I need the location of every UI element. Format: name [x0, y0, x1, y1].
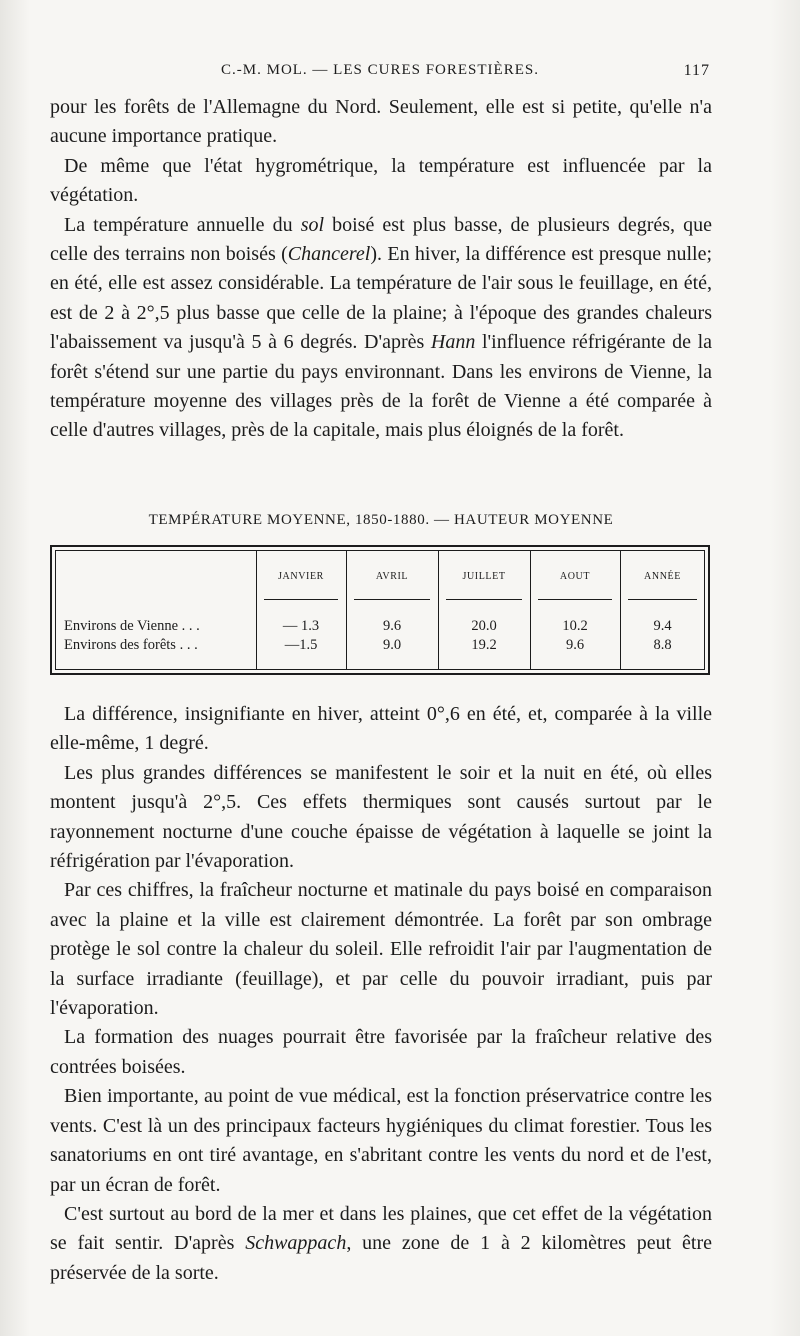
header-underline: [538, 599, 612, 600]
header-underline: [446, 599, 522, 600]
paragraph: La température annuelle du sol boisé est plus basse, de plusieurs degrés, que celle des terrains non boisés (Chancerel). En hiver, la différence est presque nulle; en été, elle est assez considérable. La température de l'air sous le feuillage, en été, est de 2 à 2°,5 plus basse que celle de la plaine; à l'époque des grandes chaleurs l'abaissement va jusqu'à 5 à 6 degrés. D'après Hann l'influence réfrigérante de la forêt s'étend sur une partie du pays environnant. Dans les environs de Vienne, la température moyenne des villages près de la forêt de Vienne a été comparée à celle d'autres villages, près de la capitale, mais plus éloignés de la forêt.: [50, 213, 713, 442]
table-cell: 10.2: [562, 618, 588, 634]
header-underline: [354, 599, 430, 600]
table-cell: 9.0: [382, 637, 402, 653]
paragraph: La formation des nuages pourrait être favorisée par la fraîcheur relative des contrées boisées.: [50, 1026, 712, 1078]
table-cell: — 1.3: [282, 618, 320, 634]
header-underline: [264, 599, 338, 600]
running-header: [50, 62, 710, 84]
temperature-table: [50, 545, 710, 675]
paragraph: La différence, insignifiante en hiver, atteint 0°,6 en été, et, comparée à la ville elle-même, 1 degré.: [50, 703, 712, 755]
running-title: C.-M. MOL. — LES CURES FORESTIÈRES.: [221, 62, 539, 78]
text-block-before-table: [50, 93, 712, 446]
column-header: AOUT: [559, 571, 591, 582]
table-cell: —1.5: [284, 637, 318, 653]
paragraph: Les plus grandes différences se manifestent le soir et la nuit en été, où elles montent jusqu'à 2°,5. Ces effets thermiques sont causés surtout par le rayonnement nocturne d'une couche épaisse de végétation à laquelle se joint la réfrigération par l'évaporation.: [50, 761, 712, 873]
table-caption: TEMPÉRATURE MOYENNE, 1850-1880. — HAUTEUR MOYENNE: [148, 512, 614, 528]
table-cell: 9.6: [382, 618, 402, 634]
text-block-after-table: [50, 700, 712, 1288]
page-number: 117: [683, 62, 710, 79]
paragraph: C'est surtout au bord de la mer et dans les plaines, que cet effet de la végétation se fait sentir. D'après Schwappach, une zone de 1 à 2 kilomètres peut être préservée de la sorte.: [50, 1202, 713, 1284]
table-cell: 20.0: [471, 618, 497, 634]
column-header: AVRIL: [375, 571, 409, 582]
header-underline: [628, 599, 697, 600]
row-label: Environs des forêts . . .: [64, 637, 198, 653]
paragraph: pour les forêts de l'Allemagne du Nord. Seulement, elle est si petite, qu'elle n'a aucune importance pratique.: [50, 96, 712, 148]
paragraph: Par ces chiffres, la fraîcheur nocturne et matinale du pays boisé en comparaison avec la plaine et la ville est clairement démontrée. La forêt par son ombrage protège le sol contre la chaleur du soleil. Elle refroidit l'air par l'augmentation de la surface irradiante (feuillage), et par celle du pouvoir irradiant, puis par l'évaporation.: [50, 879, 712, 1020]
table-cell: 9.6: [565, 637, 585, 653]
row-label: Environs de Vienne . . .: [64, 618, 200, 634]
column-header: JANVIER: [278, 571, 324, 582]
column-header: ANNÉE: [644, 571, 681, 582]
table-cell: 19.2: [471, 637, 497, 653]
column-header: JUILLET: [462, 571, 506, 582]
table-cell: 8.8: [653, 637, 672, 653]
paragraph: De même que l'état hygrométrique, la température est influencée par la végétation.: [50, 154, 712, 207]
table-cell: 9.4: [653, 618, 672, 634]
paragraph: Bien importante, au point de vue médical, est la fonction préservatrice contre les vents. C'est là un des principaux facteurs hygiéniques du climat forestier. Tous les sanatoriums en ont tiré avantage, en s'abritant contre les vents du nord et de l'est, par un écran de forêt.: [50, 1085, 712, 1196]
